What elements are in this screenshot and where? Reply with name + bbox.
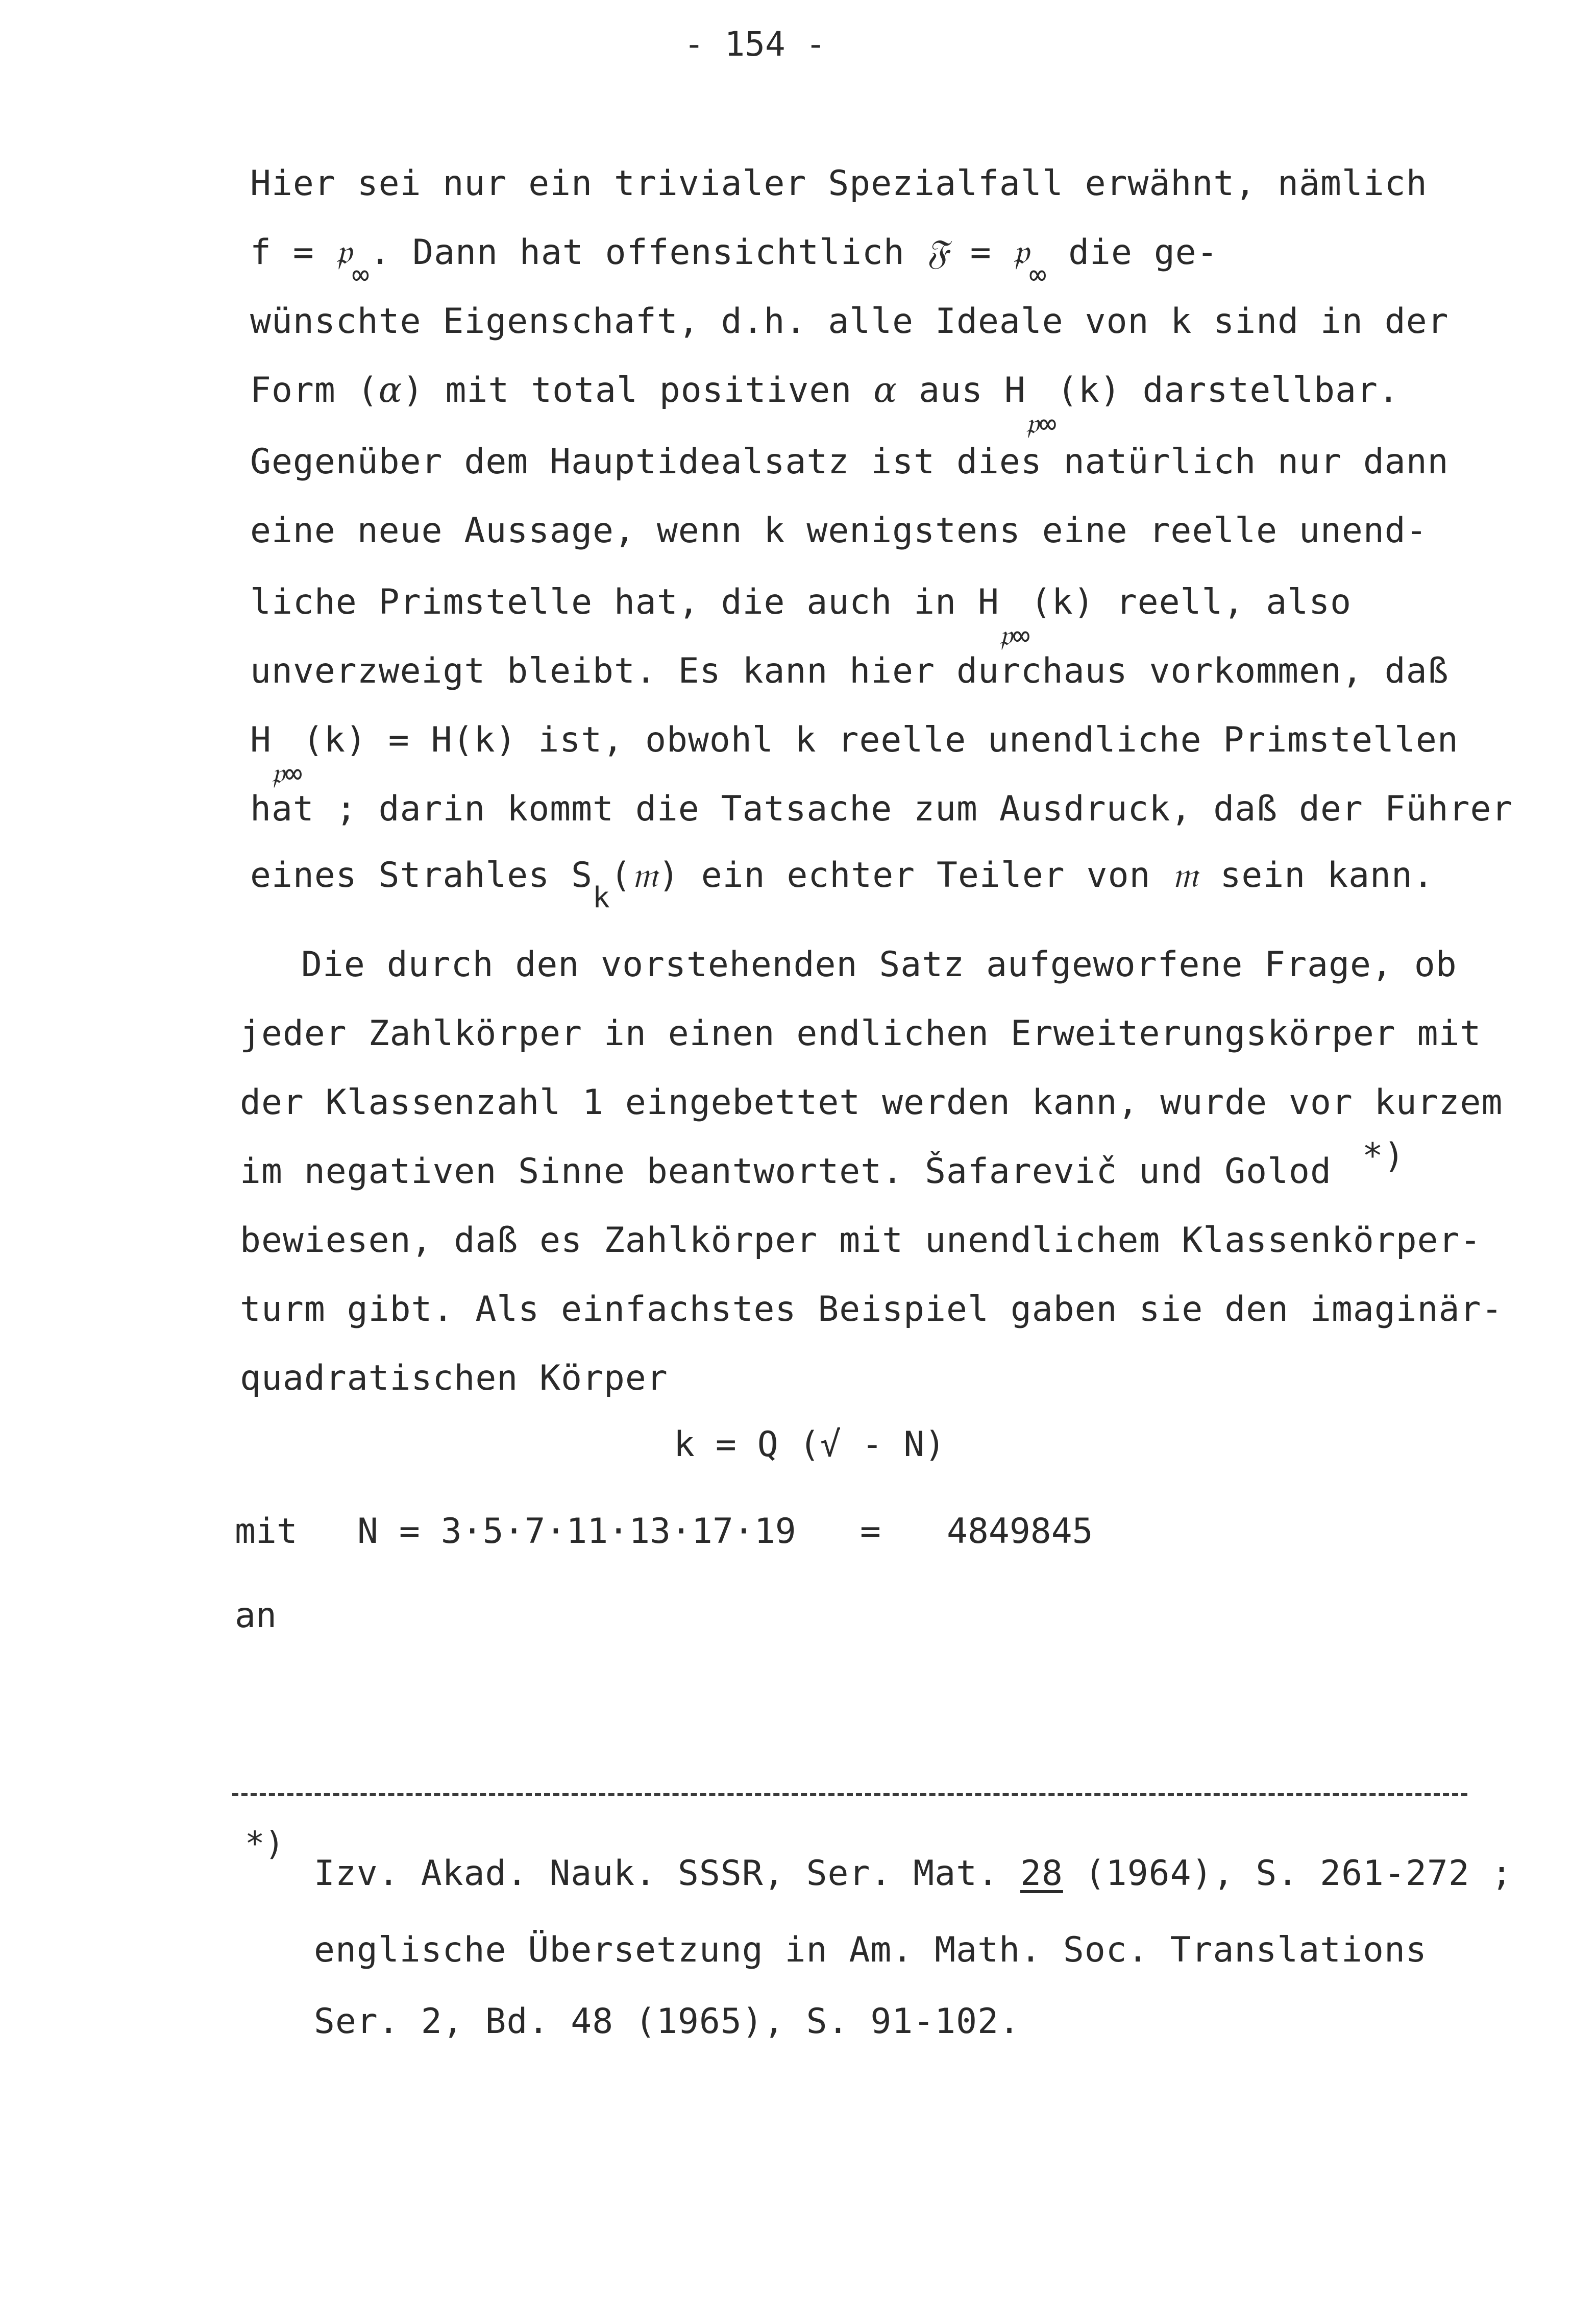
paragraph1-line1: Hier sei nur ein trivialer Spezialfall erwähnt, nämlich [250, 163, 1428, 204]
text-segment: Izv. Akad. Nauk. SSSR, Ser. Mat. [314, 1853, 1021, 1894]
paragraph1-line5: Gegenüber dem Hauptidealsatz ist dies natürlich nur dann [250, 442, 1449, 482]
paragraph1-line10: hat ; darin kommt die Tatsache zum Ausdruck, daß der Führer [250, 789, 1513, 829]
paragraph2-line2: jeder Zahlkörper in einen endlichen Erweiterungskörper mit [240, 1013, 1482, 1054]
volume-number: 28 [1020, 1853, 1063, 1894]
paragraph2-line3: der Klassenzahl 1 eingebettet werden kann, wurde vor kurzem [240, 1082, 1503, 1123]
text-segment: im negativen Sinne beantwortet. Šafarevič und Golod [240, 1151, 1332, 1192]
mit-expression: N = 3·5·7·11·13·17·19 [357, 1511, 796, 1552]
text-segment: sein kann. [1198, 855, 1434, 895]
footnote-line3: Ser. 2, Bd. 48 (1965), S. 91-102. [314, 2001, 1021, 2042]
fraktur-m-symbol: 𝔪 [631, 855, 658, 895]
paragraph1-line3: wünschte Eigenschaft, d.h. alle Ideale von k sind in der [250, 301, 1449, 342]
p-infinity-symbol: 𝔭 [999, 619, 1013, 652]
text-segment: aus H [897, 370, 1026, 410]
text-segment: ) ein echter Teiler von [658, 855, 1172, 895]
paragraph1-line9 [250, 720, 1459, 790]
an-word: an [235, 1595, 277, 1636]
infinity-subscript: ∞ [1029, 258, 1047, 292]
displayed-equation: k = Q (√ - N) [674, 1424, 946, 1465]
alpha-symbol: α [873, 370, 898, 410]
footnote-reference-mark: *) [1362, 1136, 1405, 1176]
mit-value: 4849845 [947, 1511, 1093, 1552]
text-segment: (k) = H(k) ist, obwohl k reelle unendliche Primstellen [303, 720, 1459, 760]
footnote-separator [232, 1793, 1467, 1796]
footnote-mark: *) [245, 1825, 285, 1863]
paragraph1-line11 [250, 855, 1434, 914]
p-infinity-subscript [1026, 407, 1057, 441]
p-infinity-symbol: 𝔭 [1025, 407, 1040, 441]
text-segment: (1964), S. 261-272 ; [1063, 1853, 1513, 1894]
p-infinity-symbol: 𝔭 [335, 232, 352, 273]
text-segment: (k) reell, also [1030, 582, 1352, 622]
p-infinity-subscript [999, 619, 1030, 652]
text-segment: die ge- [1047, 232, 1218, 273]
text-segment: . Dann hat offensichtlich [370, 232, 926, 273]
text-segment: ( [610, 855, 632, 895]
p-infinity-subscript [272, 757, 303, 790]
paragraph2-line4 [240, 1136, 1405, 1192]
alpha-symbol: α [378, 370, 403, 410]
p-infinity-symbol: 𝔭 [1013, 232, 1029, 273]
paragraph1-line8: unverzweigt bleibt. Es kann hier durchaus vorkommen, daß [250, 651, 1449, 691]
mit-label: mit [235, 1511, 298, 1552]
text-segment: eines Strahles S [250, 855, 593, 895]
text-segment: (k) darstellbar. [1057, 370, 1399, 410]
infinity-subscript: ∞ [1013, 619, 1030, 652]
mit-equals: = [860, 1511, 881, 1552]
p-infinity-symbol: 𝔭 [271, 757, 285, 790]
page-number: - 154 - [684, 25, 826, 64]
text-segment: liche Primstelle hat, die auch in H [250, 582, 999, 622]
paragraph1-line6: eine neue Aussage, wenn k wenigstens eine reelle unend- [250, 511, 1428, 551]
text-segment: = [948, 232, 1013, 273]
paragraph2-line7: quadratischen Körper [240, 1358, 668, 1398]
text-segment: ) mit total positiven [402, 370, 874, 410]
text-segment: Form ( [250, 370, 379, 410]
paragraph2-line5: bewiesen, daß es Zahlkörper mit unendlichem Klassenkörper- [240, 1220, 1482, 1261]
fraktur-f-symbol: 𝔉 [926, 232, 949, 273]
paragraph2-line6: turm gibt. Als einfachstes Beispiel gaben sie den imaginär- [240, 1289, 1503, 1329]
infinity-subscript: ∞ [1039, 407, 1057, 441]
infinity-subscript: ∞ [352, 258, 370, 292]
infinity-subscript: ∞ [285, 757, 303, 790]
paragraph1-line7 [250, 582, 1352, 652]
footnote-line2: englische Übersetzung in Am. Math. Soc. Translations [314, 1930, 1427, 1970]
k-subscript: k [593, 881, 610, 914]
text-segment: H [250, 720, 272, 760]
footnote-line1 [314, 1853, 1513, 1894]
paragraph1-line4 [250, 370, 1399, 441]
text-segment: f = [250, 232, 336, 273]
paragraph2-line1: Die durch den vorstehenden Satz aufgeworfene Frage, ob [301, 945, 1457, 985]
fraktur-m-symbol: 𝔪 [1172, 855, 1199, 895]
paragraph1-line2 [250, 232, 1218, 292]
